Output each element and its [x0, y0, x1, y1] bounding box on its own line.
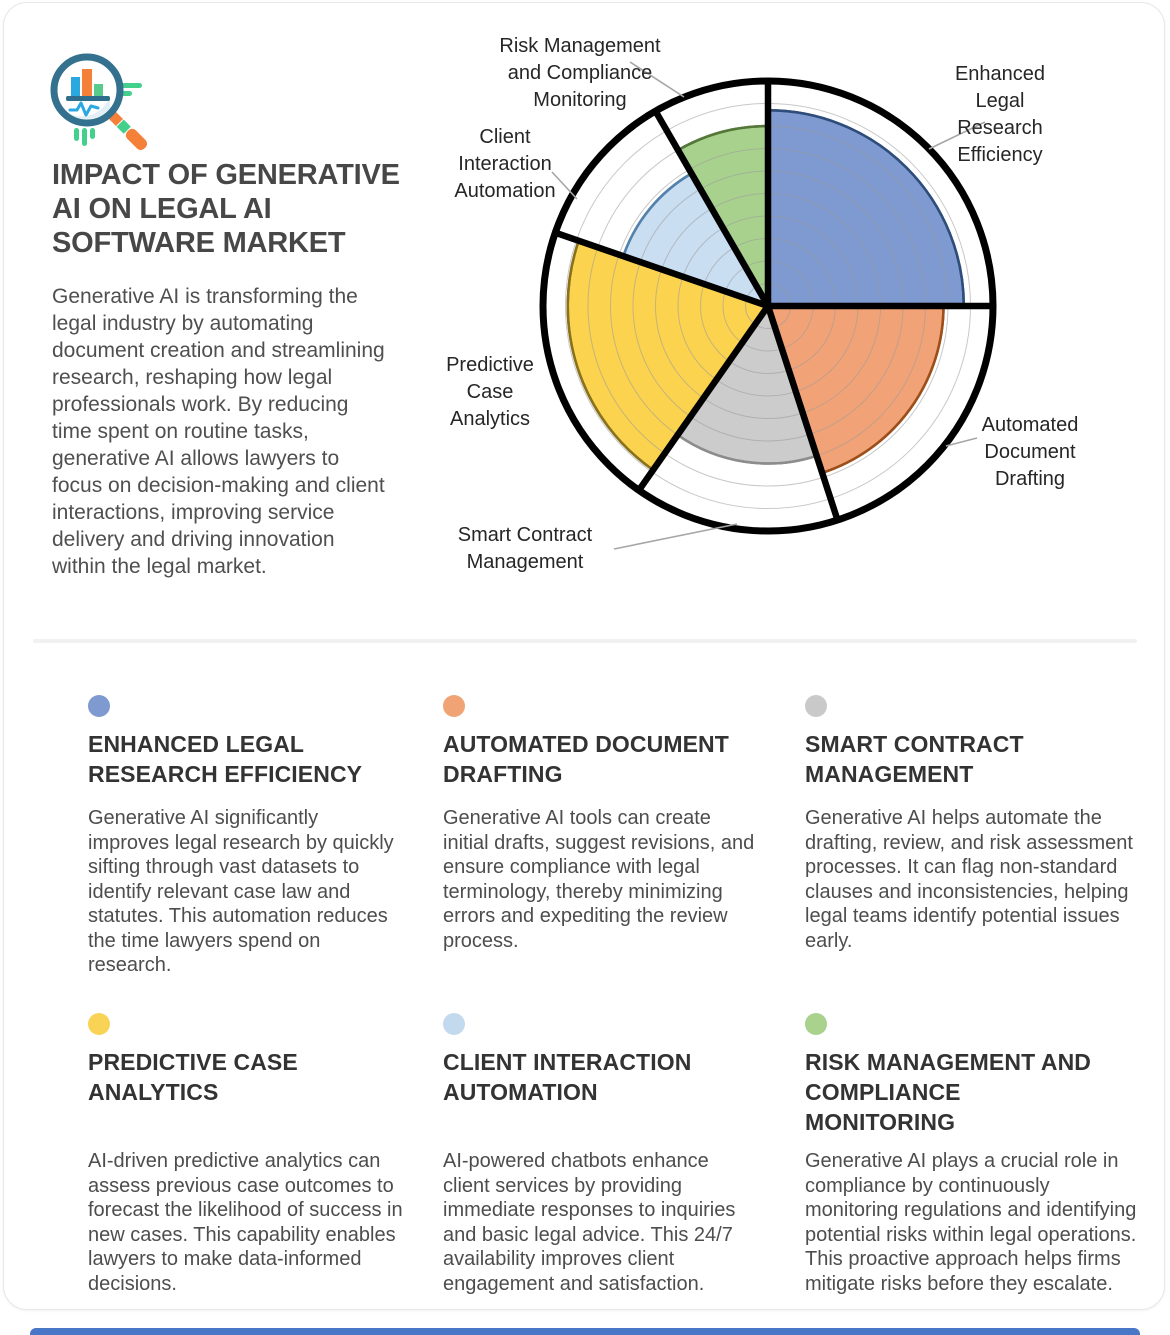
- section-body: Generative AI plays a crucial role in compliance by continuously monitoring regulations and identifying potential risks within legal operations. This proactive approach helps firms mitigate risks before they escalate.: [805, 1150, 1137, 1295]
- section-client-interaction-automation: [443, 1013, 758, 1296]
- page-title-line: AI ON LEGAL AI: [52, 193, 272, 225]
- intro-paragraph: Generative AI is transforming the legal industry by automating document creation and streamlining research, reshaping how legal professionals work. By reducing time spent on routine tasks, generative AI allows lawyers to focus on decision-making and client interactions, improving service delivery and driving innovation within the legal market.: [52, 285, 385, 578]
- legend-dot-gray: [805, 695, 827, 717]
- chart-label-predictive-case: Predictive Case Analytics: [446, 354, 534, 430]
- next-section-edge: [30, 1328, 1140, 1335]
- section-heading: PREDICTIVE CASE ANALYTICS: [88, 1049, 298, 1105]
- chart-label-client-interaction: Client Interaction Automation: [454, 126, 556, 202]
- legend-dot-lightblue: [443, 1013, 465, 1035]
- section-body: Generative AI tools can create initial drafts, suggest revisions, and ensure compliance with legal terminology, thereby minimizing errors and expediting the review process.: [443, 807, 755, 952]
- chart-label-smart-contract: Smart Contract Management: [457, 524, 593, 573]
- section-predictive-case-analytics: [88, 1013, 403, 1296]
- section-heading: AUTOMATED DOCUMENT DRAFTING: [443, 731, 729, 787]
- section-risk-management-compliance: [805, 1013, 1140, 1296]
- section-heading: ENHANCED LEGAL RESEARCH EFFICIENCY: [88, 731, 363, 787]
- section-body: AI-powered chatbots enhance client services by providing immediate responses to inquiries and basic legal advice. This 24/7 availability improves client engagement and satisfaction.: [443, 1150, 736, 1295]
- section-body: Generative AI significantly improves legal research by quickly sifting through vast datasets to identify relevant case law and statutes. This automation reduces the time lawyers spend on research.: [88, 807, 394, 976]
- section-enhanced-legal-research: [88, 695, 403, 978]
- section-smart-contract-management: [805, 695, 1140, 953]
- section-automated-document-drafting: [443, 695, 758, 953]
- legend-dot-blue: [88, 695, 110, 717]
- section-divider: [33, 639, 1137, 643]
- section-body: AI-driven predictive analytics can assess previous case outcomes to forecast the likelihood of success in new cases. This capability enables lawyers to make data-informed decisions.: [88, 1150, 403, 1295]
- chart-label-enhanced-legal: Enhanced Legal Research Efficiency: [954, 63, 1046, 166]
- page-title-line: IMPACT OF GENERATIVE: [52, 159, 400, 191]
- section-heading: SMART CONTRACT MANAGEMENT: [805, 731, 1024, 787]
- legend-dot-orange: [443, 695, 465, 717]
- chart-label-automated-document: Automated Document Drafting: [981, 414, 1079, 490]
- section-body: Generative AI helps automate the drafting, review, and risk assessment processes. It can flag non-standard clauses and inconsistencies, helping legal teams identify potential issues early.: [805, 807, 1133, 952]
- section-heading: RISK MANAGEMENT AND COMPLIANCE MONITORING: [805, 1049, 1091, 1135]
- chart-label-risk-management: Risk Management and Compliance Monitoring: [499, 35, 661, 111]
- page-title-line: SOFTWARE MARKET: [52, 227, 346, 259]
- section-heading: CLIENT INTERACTION AUTOMATION: [443, 1049, 692, 1105]
- legend-dot-green: [805, 1013, 827, 1035]
- legend-dot-yellow: [88, 1013, 110, 1035]
